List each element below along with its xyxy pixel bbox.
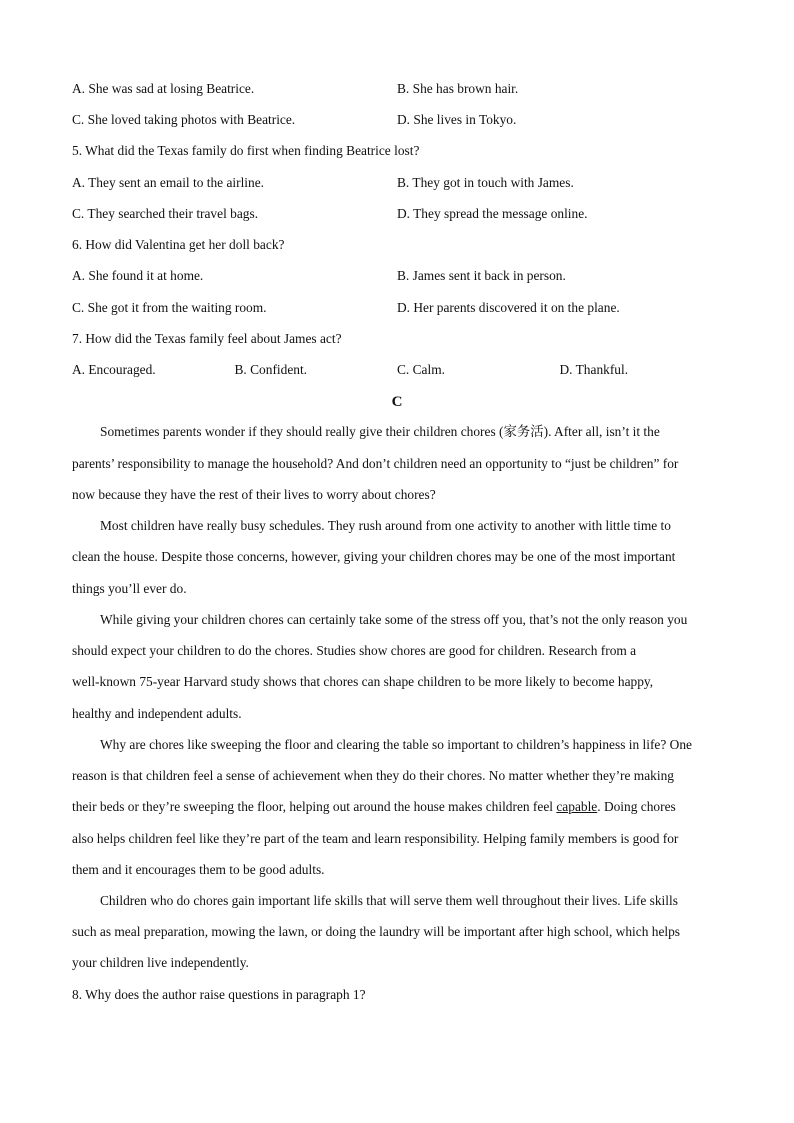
paragraph-line: healthy and independent adults. — [72, 706, 242, 721]
q5-options-row1 — [72, 173, 722, 193]
paragraph-line: now because they have the rest of their lives to worry about chores? — [72, 487, 436, 502]
underlined-word: capable — [556, 799, 598, 814]
q5-option-c[interactable]: C. They searched their travel bags. — [72, 206, 259, 221]
paragraph-line-with-underline — [72, 797, 722, 817]
q4-option-a[interactable]: A. She was sad at losing Beatrice. — [72, 81, 255, 96]
q7-option-c[interactable]: C. Calm. — [397, 362, 445, 377]
paragraph-line: clean the house. Despite those concerns, however, giving your children chores may be one of the most important — [72, 549, 676, 564]
paragraph-line: reason is that children feel a sense of achievement when they do their chores. No matter whether they’re making — [72, 768, 674, 783]
paragraph-line: Most children have really busy schedules. They rush around from one activity to another with little time to — [100, 518, 671, 533]
paragraph-line: While giving your children chores can certainly take some of the stress off you, that’s not the only reason you — [100, 612, 688, 627]
q4-option-c[interactable]: C. She loved taking photos with Beatrice. — [72, 112, 296, 127]
q7-option-d[interactable]: D. Thankful. — [559, 362, 629, 377]
q7-options-row — [72, 360, 722, 380]
paragraph-line: should expect your children to do the chores. Studies show chores are good for children. Research from a — [72, 643, 637, 658]
q6-option-b[interactable]: B. James sent it back in person. — [397, 268, 566, 283]
q5-question: 5. What did the Texas family do first when finding Beatrice lost? — [72, 143, 420, 158]
paragraph-line: also helps children feel like they’re part of the team and learn responsibility. Helping family members is good for — [72, 831, 679, 846]
q8-question: 8. Why does the author raise questions in paragraph 1? — [72, 987, 366, 1002]
q6-option-d[interactable]: D. Her parents discovered it on the plane. — [397, 300, 620, 315]
q6-options-row1 — [72, 266, 722, 286]
paragraph-line: things you’ll ever do. — [72, 581, 187, 596]
q7-question: 7. How did the Texas family feel about James act? — [72, 331, 342, 346]
text-run: . Doing chores — [597, 799, 676, 814]
q7-option-b[interactable]: B. Confident. — [234, 362, 308, 377]
text-run: their beds or they’re sweeping the floor, helping out around the house makes children feel — [72, 799, 557, 814]
q7-option-a[interactable]: A. Encouraged. — [72, 362, 156, 377]
paragraph-line: parents’ responsibility to manage the household? And don’t children need an opportunity to “just be children” for — [72, 456, 679, 471]
paragraph-line: Sometimes parents wonder if they should really give their children chores (家务活). After all, isn’t it the — [100, 424, 660, 439]
q5-options-row2 — [72, 204, 722, 224]
q4-option-d[interactable]: D. She lives in Tokyo. — [397, 112, 517, 127]
paragraph-line: Why are chores like sweeping the floor and clearing the table so important to children’s happiness in life? One — [100, 737, 692, 752]
paragraph-line: your children live independently. — [72, 955, 249, 970]
paragraph-line: well-known 75-year Harvard study shows that chores can shape children to be more likely to become happy, — [72, 674, 654, 689]
paragraph-line: Children who do chores gain important life skills that will serve them well throughout their lives. Life skills — [100, 893, 678, 908]
q4-options-row1 — [72, 79, 722, 99]
q5-option-a[interactable]: A. They sent an email to the airline. — [72, 175, 264, 190]
q4-options-row2 — [72, 110, 722, 130]
q6-option-c[interactable]: C. She got it from the waiting room. — [72, 300, 267, 315]
q5-option-b[interactable]: B. They got in touch with James. — [397, 175, 574, 190]
paragraph-line: them and it encourages them to be good adults. — [72, 862, 325, 877]
q6-options-row2 — [72, 298, 722, 318]
q5-option-d[interactable]: D. They spread the message online. — [397, 206, 588, 221]
q6-option-a[interactable]: A. She found it at home. — [72, 268, 204, 283]
paragraph-line: such as meal preparation, mowing the lawn, or doing the laundry will be important after high school, which helps — [72, 924, 681, 939]
q4-option-b[interactable]: B. She has brown hair. — [397, 81, 519, 96]
q6-question: 6. How did Valentina get her doll back? — [72, 237, 285, 252]
section-heading: C — [391, 394, 403, 410]
